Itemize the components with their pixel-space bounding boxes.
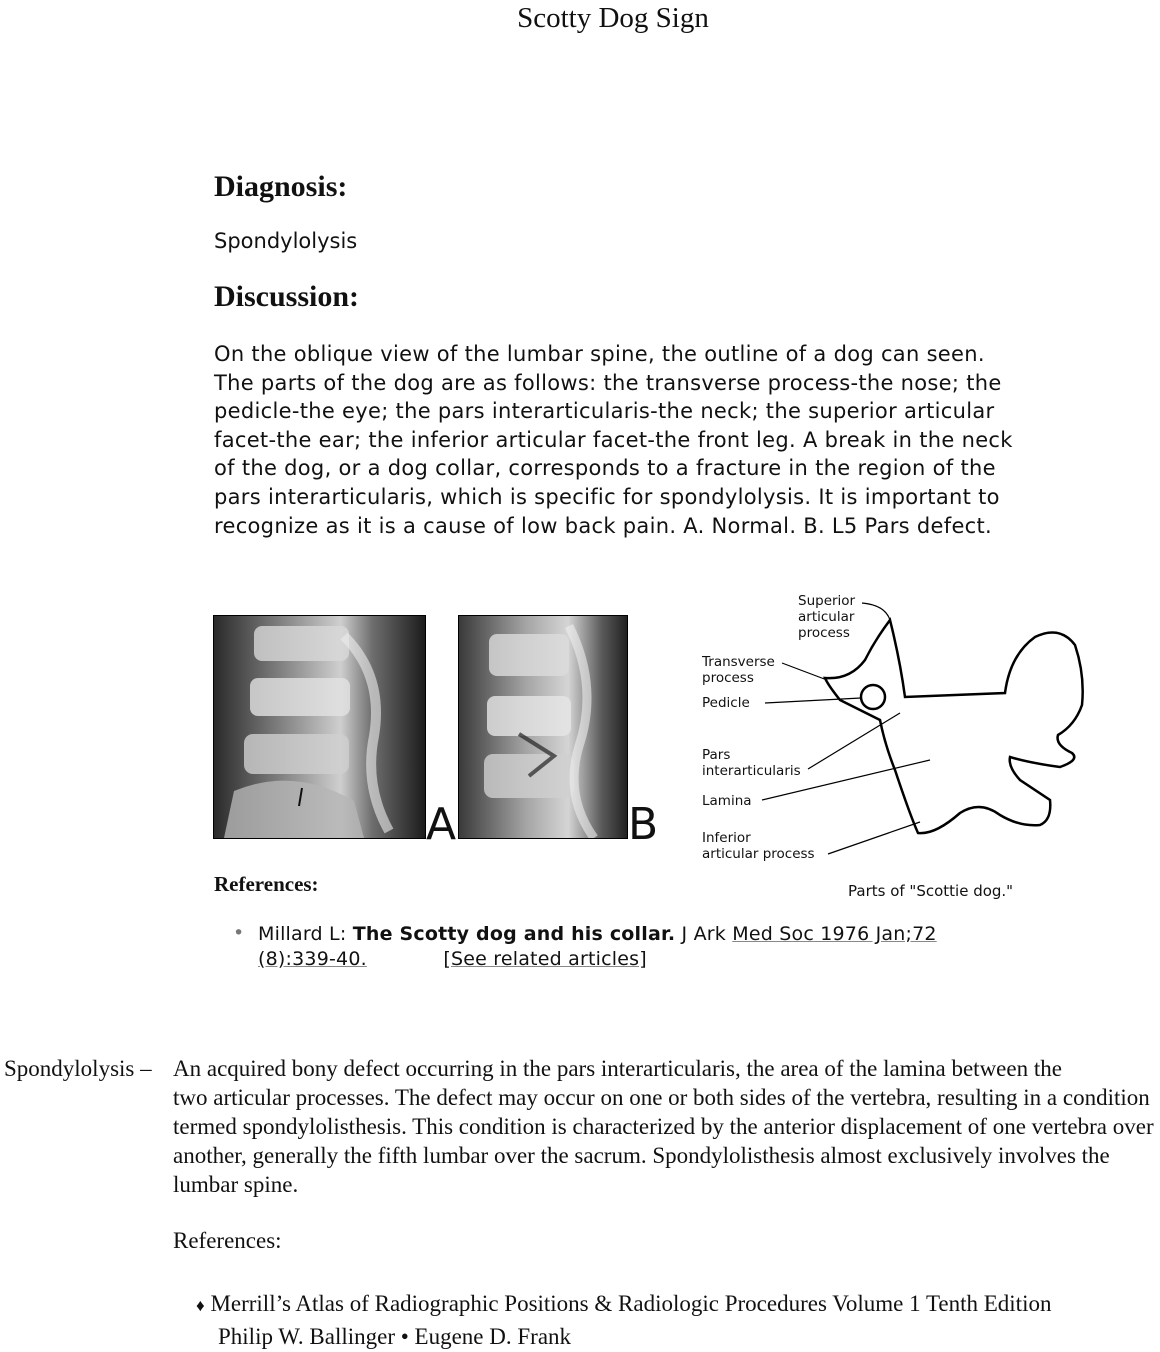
label-superior-articular-process: Superior articular process [798,593,856,641]
diagnosis-heading: Diagnosis: [214,170,348,203]
xray-image-pars-defect [458,615,628,839]
reference-item [258,922,1018,972]
label-pedicle: Pedicle [702,695,750,711]
panel-label-b: B [628,799,659,850]
references-heading-2: References: [173,1228,282,1253]
pedicle-circle [861,685,885,709]
label-lamina: Lamina [702,793,752,809]
discussion-heading: Discussion: [214,280,360,313]
reference-journal: J Ark [681,923,726,945]
bullet-icon: • [233,922,245,944]
label-transverse-process: Transverse process [702,654,775,686]
label-inferior-articular-process: Inferior articular process [702,830,815,862]
definition-text-first-line: An acquired bony defect occurring in the pars interarticularis, the area of the lamina between the [173,1056,1062,1081]
scottie-dog-outline [825,620,1083,833]
label-pars-interarticularis: Pars interarticularis [702,747,801,779]
references-heading: References: [214,872,319,896]
scottie-dog-diagram [690,585,1110,885]
definition-text: two articular processes. The defect may occur on one or both sides of the vertebra, resulting in a condition termed spondylolisthesis. This condition is characterized by the anterior displacement of one vertebra over another, generally the fifth lumbar over the sacrum. Spondylolisthesis almost exclusively involves the lumbar spine. [173,1085,1154,1197]
see-related-articles-link[interactable]: [See related articles] [443,948,647,970]
diagram-caption: Parts of "Scottie dog." [848,882,1014,900]
book-reference [196,1288,1051,1352]
panel-label-a: A [426,799,457,850]
author-separator-icon: • [400,1324,409,1349]
definition-term: Spondylolysis – [4,1056,152,1081]
diagnosis-text: Spondylolysis [214,229,358,253]
reference-authors: Millard L: [258,923,347,945]
book-author-2: Eugene D. Frank [414,1324,572,1349]
discussion-text: On the oblique view of the lumbar spine, the outline of a dog can seen. The parts of the dog are as follows: the transverse process-the nose; the pedicle-the eye; the pars interarticularis-the neck; the superior articular facet-the ear; the inferior articular facet-the front leg. A break in the neck of the dog, or a dog collar, corresponds to a fracture in the region of the pars interarticularis, which is specific for spondylolysis. It is important to recognize as it is a cause of low back pain. A. Normal. B. L5 Pars defect. [214,342,1013,538]
reference-title: The Scotty dog and his collar. [352,923,676,945]
book-title: Merrill’s Atlas of Radiographic Positions & Radiologic Procedures Volume 1 Tenth Edition [210,1291,1052,1316]
reference-citation-link[interactable]: Med Soc 1976 Jan;72 (8):339-40. [258,923,937,970]
diamond-bullet-icon: ♦ [196,1296,205,1315]
page-title: Scotty Dog Sign [517,2,709,34]
book-author-1: Philip W. Ballinger [218,1324,395,1349]
xray-image-normal [213,615,426,839]
